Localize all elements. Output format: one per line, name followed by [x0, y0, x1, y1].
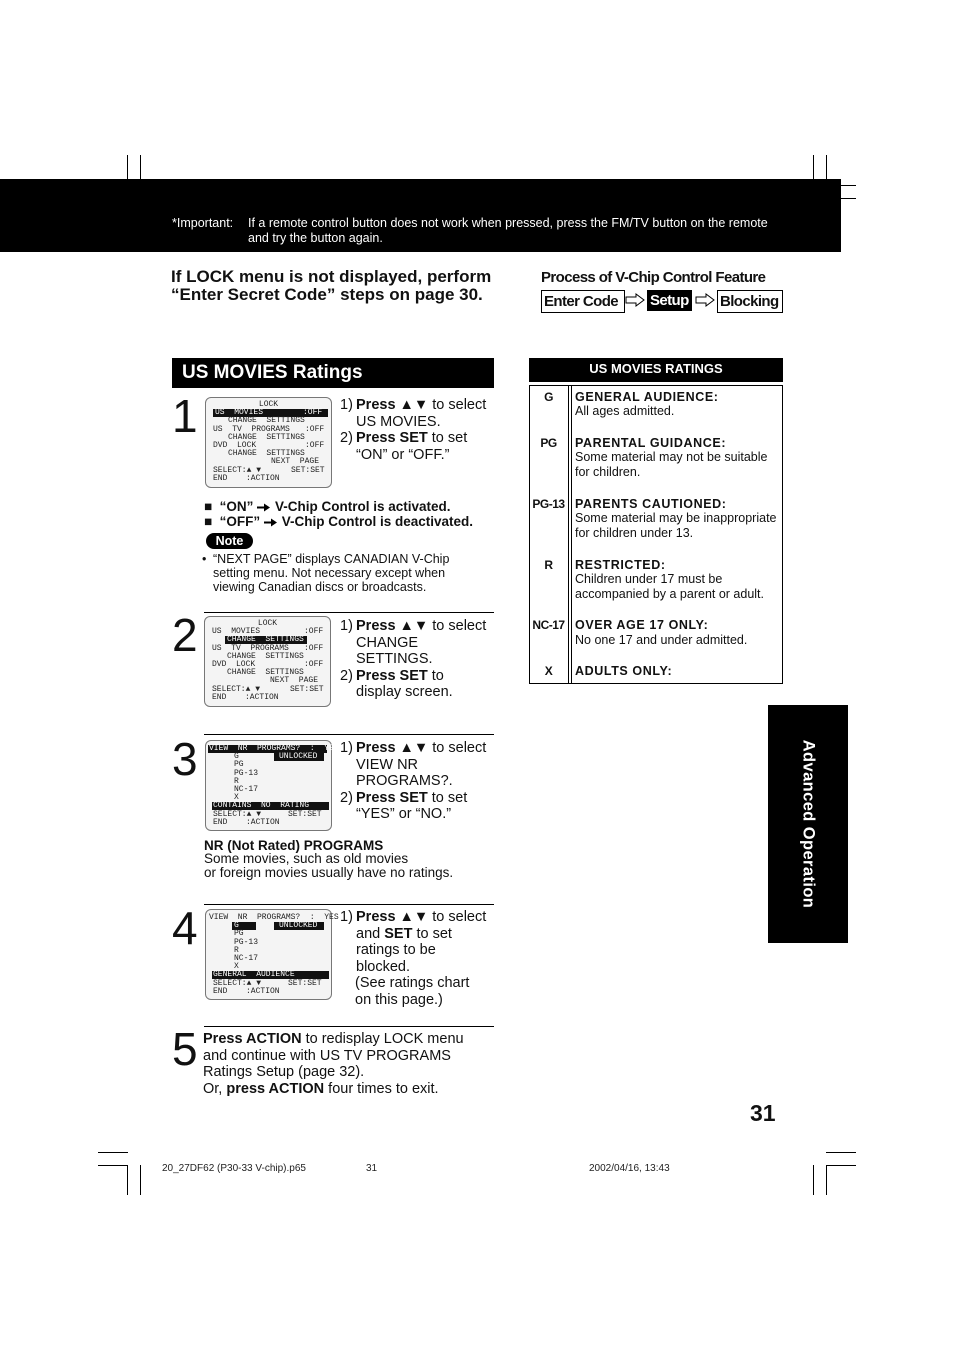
step2-instructions	[340, 618, 500, 701]
rating-description: Some material may not be suitable for children.	[575, 450, 768, 480]
tv-screen-change-settings	[204, 616, 331, 707]
screen-line: PG	[234, 760, 244, 770]
flow-step-enter-code: Enter Code	[541, 290, 625, 313]
step4-instructions	[340, 909, 500, 1008]
step-number: 4	[172, 902, 198, 954]
screen-line: :OFF	[305, 424, 325, 434]
step-divider	[204, 904, 494, 905]
rating-code: X	[544, 664, 553, 678]
screen-line	[206, 922, 331, 930]
screen-line	[205, 694, 330, 702]
crop-mark	[98, 1152, 128, 1153]
screen-line: PG	[234, 929, 244, 939]
instr-text: to set	[427, 789, 468, 806]
instr-bold: Press ▲▼	[356, 397, 429, 413]
crop-mark	[140, 1165, 141, 1195]
screen-line: US MOVIES	[215, 408, 264, 418]
page-number: 31	[750, 1100, 776, 1126]
screen-line: :OFF	[303, 408, 323, 418]
tv-screen-lock-menu	[205, 397, 332, 488]
secret-code-note	[171, 268, 491, 304]
step3-instructions	[340, 740, 500, 823]
screen-line: DVD LOCK	[212, 659, 256, 669]
screen-line: :ACTION	[246, 817, 280, 827]
screen-line: X	[234, 962, 239, 972]
instr-text: Ratings Setup (page 32).	[203, 1064, 365, 1080]
tv-screen-view-nr	[205, 740, 339, 831]
ratings-table-title: US MOVIES RATINGS	[529, 358, 783, 382]
secret-note-line: If LOCK menu is not displayed, perform	[171, 267, 492, 286]
screen-line: R	[234, 945, 239, 955]
screen-line: GENERAL AUDIENCE	[213, 970, 295, 980]
rating-title: ADULTS ONLY:	[575, 664, 673, 678]
screen-line: G	[234, 921, 239, 931]
arrow-right-icon	[264, 518, 278, 527]
screen-line: US TV PROGRAMS	[212, 643, 289, 653]
instr-text: US MOVIES.	[356, 413, 441, 430]
crop-mark	[826, 1165, 856, 1166]
step1-instructions	[340, 397, 500, 463]
instr-text: to set	[412, 925, 452, 942]
instr-text: ratings to be	[356, 942, 436, 958]
crop-mark	[813, 1165, 814, 1195]
rating-code: G	[544, 390, 553, 404]
instr-bold: SET	[384, 925, 413, 942]
screen-line: CHANGE SETTINGS	[228, 449, 305, 459]
important-label: *Important:	[172, 216, 234, 230]
screen-line: :ACTION	[245, 692, 279, 702]
screen-line: SET:SET	[290, 684, 324, 694]
rating-description: All ages admitted.	[575, 404, 675, 418]
screen-line: SELECT:▲ ▼	[213, 465, 262, 475]
instr-num: 1)	[340, 618, 353, 634]
instr-text: “YES” or “NO.”	[356, 806, 452, 822]
screen-line	[206, 753, 331, 761]
screen-line: CHANGE SETTINGS	[227, 668, 304, 678]
screen-line: END	[213, 986, 228, 996]
instr-text: and	[356, 925, 385, 942]
screen-line: :OFF	[305, 440, 325, 450]
screen-line: CHANGE SETTINGS	[227, 651, 304, 661]
square-bullet: ■	[204, 514, 213, 529]
ratings-table-divider	[571, 385, 572, 684]
nr-programs-title: NR (Not Rated) PROGRAMS	[204, 838, 384, 853]
screen-line: PG-13	[234, 937, 259, 947]
off-status-line	[204, 514, 473, 529]
rating-title: PARENTAL GUIDANCE:	[575, 436, 727, 450]
instr-text: to set	[427, 430, 468, 446]
instr-bold: Press SET	[356, 667, 428, 684]
step-divider	[204, 1026, 494, 1027]
square-bullet: ■	[204, 499, 213, 514]
screen-line: X	[234, 793, 239, 803]
rating-title: GENERAL AUDIENCE:	[575, 390, 719, 404]
note-badge: Note	[206, 533, 253, 549]
instr-num: 2)	[340, 667, 353, 684]
screen-line: SET:SET	[291, 465, 325, 475]
step-number: 2	[172, 609, 198, 661]
rating-code: PG	[540, 436, 557, 450]
instr-bold: Press ▲▼	[356, 909, 429, 925]
instr-text: to select	[428, 740, 487, 756]
instr-text: to redisplay LOCK menu	[301, 1031, 464, 1047]
rating-title: PARENTS CAUTIONED:	[575, 497, 727, 511]
section-title: US MOVIES Ratings	[172, 358, 494, 388]
crop-mark	[826, 1165, 827, 1195]
flow-step-blocking: Blocking	[717, 290, 783, 313]
step-number: 1	[172, 390, 198, 442]
instr-num: 1)	[340, 397, 353, 413]
screen-line: :OFF	[304, 643, 324, 653]
screen-line: VIEW NR PROGRAMS? : YES	[209, 913, 339, 922]
screen-line: NEXT PAGE	[271, 457, 320, 467]
instr-text: CHANGE	[356, 634, 419, 651]
instr-bold: Press SET	[356, 430, 428, 446]
screen-line: CONTAINS NO RATING	[213, 801, 310, 811]
instr-text: (See ratings chart	[355, 975, 470, 991]
screen-line: UNLOCKED	[279, 921, 318, 931]
screen-line: :OFF	[304, 627, 324, 637]
instr-text: to	[427, 667, 444, 684]
screen-line: :ACTION	[246, 986, 280, 996]
off-label: “OFF”	[219, 514, 261, 529]
side-tab-label: Advanced Operation	[799, 739, 818, 909]
screen-line: END	[213, 473, 228, 483]
nr-line: Some movies, such as old movies	[204, 851, 409, 866]
crop-mark	[127, 1165, 128, 1195]
crop-mark	[826, 1152, 856, 1153]
footer-page: 31	[366, 1163, 378, 1174]
screen-line: CHANGE SETTINGS	[228, 416, 305, 426]
instr-text: PROGRAMS?.	[356, 773, 453, 789]
footer-date: 2002/04/16, 13:43	[589, 1163, 670, 1174]
screen-line	[206, 475, 331, 483]
step-number: 5	[172, 1023, 198, 1075]
instr-bold: Press ▲▼	[356, 618, 429, 634]
on-text: V-Chip Control is activated.	[274, 499, 451, 514]
step-divider	[204, 612, 494, 613]
flow-step-setup: Setup	[647, 290, 692, 311]
screen-line: SELECT:▲ ▼	[212, 684, 261, 694]
screen-line: VIEW NR PROGRAMS? : YES	[209, 744, 339, 753]
screen-line: US TV PROGRAMS	[213, 424, 290, 434]
rating-description: Some material may be inappropriate for children under 13.	[575, 511, 777, 541]
instr-num: 1)	[340, 740, 353, 756]
screen-line: PG-13	[234, 768, 259, 778]
instr-text: four times to exit.	[324, 1080, 439, 1097]
instr-bold: Press SET	[356, 789, 428, 806]
screen-line: NC-17	[234, 784, 259, 794]
screen-line: NEXT PAGE	[270, 676, 319, 686]
instr-text: VIEW NR	[356, 756, 419, 773]
screen-line: G	[234, 752, 239, 762]
instr-bold: Press ACTION	[203, 1031, 302, 1047]
on-status-line	[204, 499, 450, 514]
screen-line: CHANGE SETTINGS	[227, 635, 304, 645]
screen-line: SELECT:▲ ▼	[213, 978, 262, 988]
arrow-right-icon	[257, 503, 271, 512]
instr-text: to select	[428, 397, 487, 413]
rating-description: No one 17 and under admitted.	[575, 633, 748, 647]
rating-code: NC-17	[532, 618, 565, 632]
flow-arrow-icon	[625, 293, 645, 307]
instr-text: to select	[428, 618, 487, 634]
off-text: V-Chip Control is deactivated.	[281, 514, 473, 529]
screen-line: SET:SET	[288, 978, 322, 988]
tv-screen-block-rating	[205, 909, 339, 1000]
crop-mark	[98, 1165, 128, 1166]
screen-line: LOCK	[257, 619, 278, 628]
rating-title: OVER AGE 17 ONLY:	[575, 618, 709, 632]
instr-num: 2)	[340, 430, 353, 446]
instr-text: “ON” or “OFF.”	[356, 446, 450, 463]
screen-line: :ACTION	[246, 473, 280, 483]
nr-line: or foreign movies usually have no ratings.	[204, 865, 454, 880]
screen-line: LOCK	[258, 400, 279, 409]
screen-line: DVD LOCK	[213, 440, 257, 450]
nr-programs-text	[204, 852, 494, 880]
screen-line: R	[234, 776, 239, 786]
screen-line: :OFF	[304, 659, 324, 669]
flow-arrow-icon	[695, 293, 715, 307]
screen-line: SELECT:▲ ▼	[213, 809, 262, 819]
step5-instructions	[203, 1031, 503, 1097]
instr-num: 1)	[340, 909, 353, 925]
screen-line: UNLOCKED	[279, 752, 318, 762]
instr-bold: press ACTION	[226, 1080, 325, 1097]
step-number: 3	[172, 733, 198, 785]
instr-text: display screen.	[356, 684, 453, 700]
instr-bold: Press ▲▼	[356, 740, 429, 756]
instr-text: blocked.	[356, 958, 411, 975]
on-label: “ON”	[219, 499, 254, 514]
ratings-table-divider	[568, 385, 569, 684]
rating-title: RESTRICTED:	[575, 558, 666, 572]
rating-code: R	[544, 558, 553, 572]
instr-text: on this page.)	[355, 991, 443, 1008]
screen-line: END	[212, 692, 227, 702]
instr-text: SETTINGS.	[356, 651, 433, 667]
screen-line: US MOVIES	[212, 627, 261, 637]
screen-line: SET:SET	[288, 809, 322, 819]
screen-line: NC-17	[234, 953, 259, 963]
screen-line	[206, 988, 331, 996]
process-title: Process of V-Chip Control Feature	[541, 269, 766, 286]
instr-num: 2)	[340, 789, 353, 806]
screen-line: END	[213, 817, 228, 827]
secret-note-line: “Enter Secret Code” steps on page 30.	[171, 285, 483, 304]
instr-text: to select	[428, 909, 487, 925]
screen-line: CHANGE SETTINGS	[228, 432, 305, 442]
rating-description: Children under 17 must be accompanied by a parent or adult.	[575, 572, 765, 602]
step-divider	[204, 734, 494, 735]
screen-line	[206, 819, 331, 827]
note-text: “NEXT PAGE” displays CANADIAN V-Chip setting menu. Not necessary except when viewing Canadian discs or broadcasts.	[213, 552, 450, 594]
note-bullet: •	[202, 552, 207, 566]
instr-text: Or,	[203, 1080, 227, 1097]
important-text: If a remote control button does not work when pressed, press the FM/TV button on the remote and try the button again.	[248, 216, 768, 245]
instr-text: and continue with US TV PROGRAMS	[203, 1047, 451, 1064]
footer-file: 20_27DF62 (P30-33 V-chip).p65	[162, 1163, 306, 1174]
rating-code: PG-13	[532, 497, 565, 511]
